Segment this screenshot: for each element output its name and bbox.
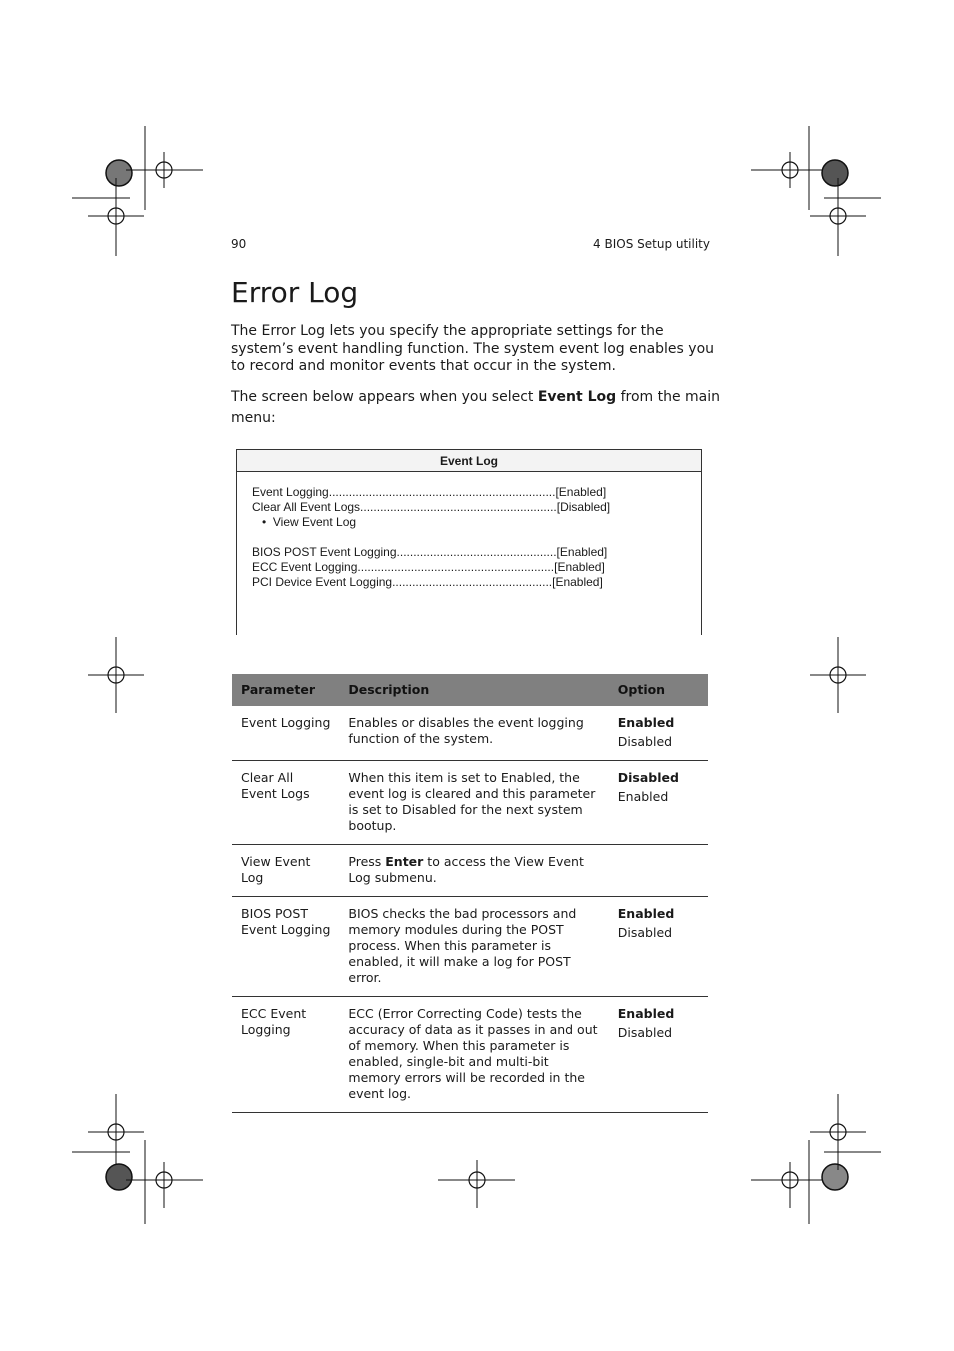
default-option: Enabled <box>617 906 675 921</box>
intro-paragraph: The Error Log lets you specify the appropriate settings for the system’s event handling function. The system event log enables you to record and monitor events that occur in the system. <box>231 323 715 374</box>
bios-item-ecc-event-logging[interactable]: ECC Event Logging...........................................................[Enabled] <box>252 560 605 574</box>
bios-item-view-event-log[interactable]: • View Event Log <box>262 515 357 529</box>
description-cell: Enables or disables the event logging function of the system. <box>339 706 608 761</box>
page-title: Error Log <box>231 276 359 309</box>
parameter-cell: View Event Log <box>232 845 339 897</box>
bios-item-event-logging[interactable]: Event Logging....................................................................[Enabled] <box>252 485 607 499</box>
registration-target-icon <box>72 178 144 256</box>
column-header-description: Description <box>339 674 608 706</box>
table-row <box>232 706 708 761</box>
default-option: Disabled <box>617 770 679 785</box>
registration-target-icon <box>126 1140 203 1224</box>
table-row <box>232 845 708 897</box>
parameter-cell: Clear All Event Logs <box>232 761 339 845</box>
registration-sunburst-icon <box>106 1164 132 1190</box>
text-run: from the main menu: <box>231 389 721 426</box>
table-row <box>232 761 708 845</box>
text-run: to access the View Event Log submenu. <box>348 854 584 885</box>
registration-target-icon <box>810 637 866 713</box>
alternate-option: Disabled <box>617 1025 673 1040</box>
parameter-cell: ECC Event Logging <box>232 997 339 1113</box>
parameter-cell: BIOS POST Event Logging <box>232 897 339 997</box>
table-row <box>232 897 708 997</box>
registration-sunburst-icon <box>106 160 132 186</box>
option-cell <box>609 706 708 761</box>
parameter-table <box>232 674 708 1113</box>
bios-screen <box>236 449 702 635</box>
description-cell: When this item is set to Enabled, the event log is cleared and this parameter is set to Disabled for the next system bootup. <box>339 761 608 845</box>
registration-sunburst-icon <box>822 160 848 186</box>
column-header-option: Option <box>609 674 708 706</box>
registration-target-icon <box>810 178 881 256</box>
default-option: Enabled <box>617 715 675 730</box>
table-header-row <box>232 674 708 706</box>
description-cell: ECC (Error Correcting Code) tests the accuracy of data as it passes in and out of memory. When this parameter is enabled, single-bit and multi-bit memory errors will be recorded in the event log. <box>339 997 608 1113</box>
page-number: 90 <box>231 237 247 251</box>
option-cell <box>609 761 708 845</box>
registration-target-icon <box>751 1140 828 1224</box>
registration-sunburst-icon <box>822 1164 848 1190</box>
text-run: Press <box>348 854 386 869</box>
description-cell <box>339 845 608 897</box>
registration-target-icon <box>810 1094 881 1170</box>
running-header: 4 BIOS Setup utility <box>593 237 710 251</box>
option-cell <box>609 897 708 997</box>
registration-target-icon <box>88 637 144 713</box>
alternate-option: Disabled <box>617 734 673 749</box>
option-cell <box>609 845 708 897</box>
bios-screen-body <box>252 485 610 590</box>
registration-target-icon <box>751 126 828 210</box>
screen-intro-paragraph <box>231 387 721 429</box>
alternate-option: Disabled <box>617 925 673 940</box>
text-run: The screen below appears when you select <box>231 389 538 405</box>
menu-name-bold: Event Log <box>537 389 617 405</box>
registration-target-icon <box>126 126 203 210</box>
bios-item-clear-all-event-logs[interactable]: Clear All Event Logs...........................................................[Disabled] <box>252 500 611 514</box>
bios-item-bios-post-event-logging[interactable]: BIOS POST Event Logging................................................[Enabled] <box>252 545 608 559</box>
table-row <box>232 997 708 1113</box>
bios-item-pci-device-event-logging[interactable]: PCI Device Event Logging................................................[Enabled] <box>252 575 603 589</box>
key-name-bold: Enter <box>385 854 424 869</box>
default-option: Enabled <box>617 1006 675 1021</box>
registration-target-icon <box>438 1160 515 1208</box>
option-cell <box>609 997 708 1113</box>
bios-spacer <box>252 530 610 545</box>
column-header-parameter: Parameter <box>232 674 339 706</box>
description-cell: BIOS checks the bad processors and memory modules during the POST process. When this parameter is enabled, it will make a log for POST error. <box>339 897 608 997</box>
alternate-option: Enabled <box>617 789 669 804</box>
registration-target-icon <box>72 1094 144 1170</box>
parameter-cell: Event Logging <box>232 706 339 761</box>
bios-screen-title: Event Log <box>237 450 701 472</box>
